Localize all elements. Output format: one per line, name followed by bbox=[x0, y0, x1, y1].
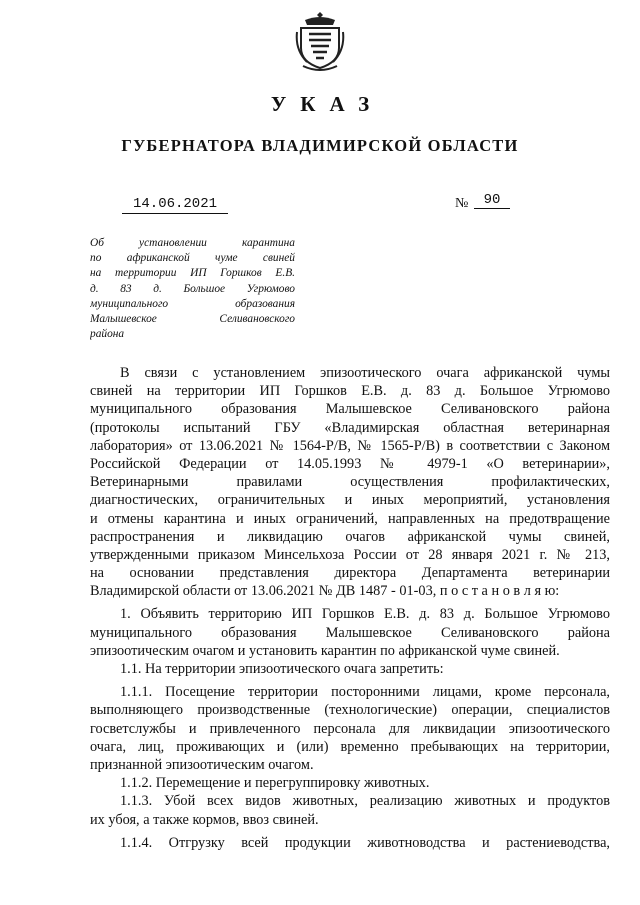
subject-line: Малышевское Селивановского bbox=[90, 312, 295, 325]
body-line: 1.1.3. Убой всех видов животных, реализацию животных и продуктов bbox=[120, 793, 610, 810]
body-line: 1.1. На территории эпизоотического очага запретить: bbox=[120, 661, 444, 677]
body-line: их убоя, а также кормов, ввоз свиней. bbox=[90, 811, 319, 828]
body-line: 1. Объявить территорию ИП Горшков Е.В. д. 83 д. Большое Угрюмово bbox=[120, 606, 610, 623]
body-line: выполняющего производственные (технологические) операции, специалистов bbox=[90, 702, 610, 719]
body-line: Ветеринарными правилами осуществления профилактических, bbox=[90, 474, 610, 491]
subject-line: района bbox=[90, 328, 125, 341]
body-line: утвержденными приказом Минсельхоза России от 28 января 2021 г. № 213, bbox=[90, 546, 610, 563]
subject-line: по африканской чуме свиней bbox=[90, 252, 295, 265]
body-line: свиней на территории ИП Горшков Е.В. д. 83 д. Большое Угрюмово bbox=[90, 383, 610, 400]
body-line: и отмены карантина и иных ограничений, направленных на предотвращение bbox=[90, 510, 610, 527]
body-line: на основании представления директора Департамента ветеринарии bbox=[90, 565, 610, 582]
body-line: 1.1.4. Отгрузку всей продукции животноводства и растениеводства, bbox=[120, 834, 610, 851]
body-line: (протоколы испытаний ГБУ «Владимирская областная ветеринарная bbox=[90, 419, 610, 436]
body-line: распространения и ликвидацию очагов африканской чумы свиней, bbox=[90, 528, 610, 545]
body-line: Российской Федерации от 14.05.1993 № 4979-1 «О ветеринарии», bbox=[90, 455, 610, 472]
body-line: очага, лиц, проживающих и (или) временно пребывающих на территории, bbox=[90, 738, 610, 755]
body-line: 1.1.2. Перемещение и перегруппировку животных. bbox=[120, 775, 430, 792]
body-line: муниципального образования Малышевское Селивановского района bbox=[90, 401, 610, 418]
document-date: 14.06.2021 bbox=[122, 196, 228, 214]
body-line: диагностических, ограничительных и иных мероприятий, установления bbox=[90, 492, 610, 509]
document-body bbox=[90, 364, 610, 852]
subject-line: муниципального образования bbox=[90, 297, 295, 310]
body-line: лаборатория» от 13.06.2021 № 1564-Р/В, № 1565-Р/В) в соответствии с Законом bbox=[90, 437, 610, 454]
issuing-authority: ГУБЕРНАТОРА ВЛАДИМИРСКОЙ ОБЛАСТИ bbox=[121, 136, 519, 155]
document-subject bbox=[90, 236, 295, 342]
body-line: признанной эпизоотическим очагом. bbox=[90, 756, 314, 773]
body-line: Владимирской области от 13.06.2021 № ДВ 1487 - 01-03, п о с т а н о в л я ю: bbox=[90, 583, 560, 600]
body-line: муниципального образования Малышевское Селивановского района bbox=[90, 624, 610, 641]
coat-of-arms-icon bbox=[295, 10, 345, 72]
number-label: № bbox=[455, 196, 469, 211]
body-line: В связи с установлением эпизоотического очага африканской чумы bbox=[120, 365, 610, 381]
subject-line: Об установлении карантина bbox=[90, 237, 295, 249]
body-line: 1.1.1. Посещение территории посторонними лицами, кроме персонала, bbox=[120, 684, 610, 701]
body-line: госветслужбы и привлеченного персонала для ликвидации эпизоотического bbox=[90, 720, 610, 737]
document-number: 90 bbox=[474, 192, 510, 209]
document-type: УКАЗ bbox=[270, 92, 384, 116]
body-line: эпизоотическим очагом и установить карантин по африканской чуме свиней. bbox=[90, 642, 560, 659]
subject-line: д. 83 д. Большое Угрюмово bbox=[90, 282, 295, 295]
subject-line: на территории ИП Горшков Е.В. bbox=[90, 267, 295, 280]
